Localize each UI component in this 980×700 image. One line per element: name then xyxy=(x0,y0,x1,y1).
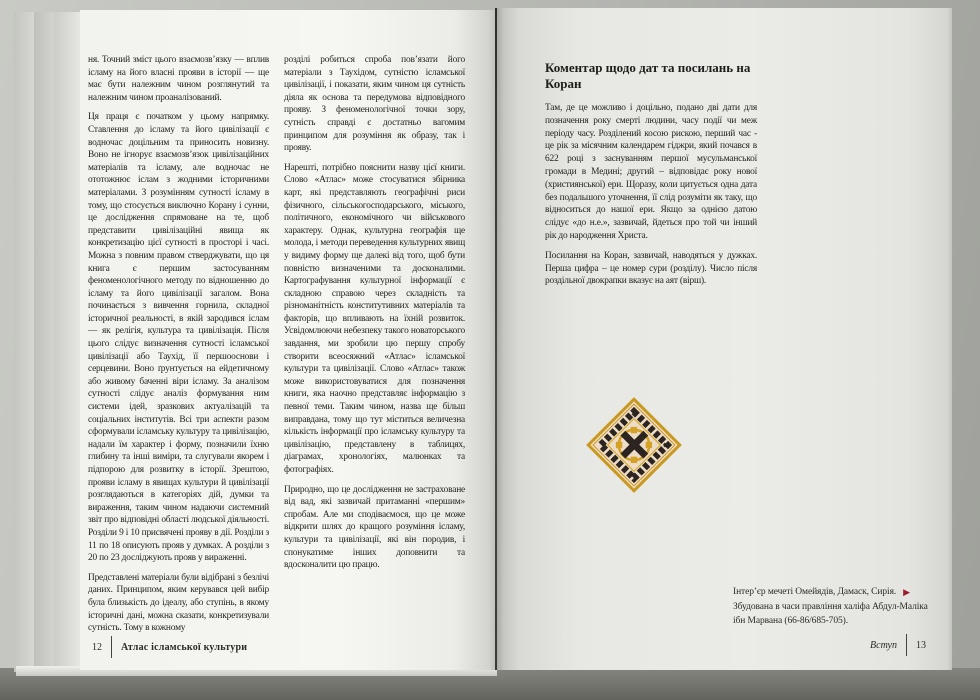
section-heading: Коментар щодо дат та посилань на Коран xyxy=(545,60,751,91)
page-edges xyxy=(34,12,54,672)
right-page xyxy=(497,8,952,670)
footer-divider xyxy=(906,634,907,656)
footer-divider xyxy=(111,636,112,658)
page-number: 12 xyxy=(92,641,102,653)
caption-text: Збудована в часи правління халіфа Абдул-Маліка ібн Марвана (66-86/685-705). xyxy=(733,601,928,626)
paragraph: Там, де це можливо і доцільно, подано дві дати для позначення року смерті людини, часу події чи меж періоду часу. Розділений косою рискою, перший час - це рік за місячним календарем гіджри, який почався в 622 році з заснуванням першої мусульманської громади в Медині; другий – відповідає року нової (християнської) ери. Щоразу, коли цитується одна дата без подальшого уточнення, її слід розуміти як таку, що відноситься до нашої ери. Якщо за однією датою слідує «до н.е.», зазвичай, йдеться про той чи інший рік до народження Христа. xyxy=(545,103,757,241)
photo-caption xyxy=(733,585,931,629)
page-edges xyxy=(54,12,80,672)
book-title: Атлас ісламської культури xyxy=(121,641,248,653)
caption-marker-icon: ▶ xyxy=(903,586,910,597)
paragraph: Представлені матеріали були відібрані з безлічі даних. Принципом, яким керувався цей вибір була близькість до ідеалу, або ступінь, в якому історичні дані, можна сказати, конкретизували сутність. Тому в кожному xyxy=(88,572,269,634)
right-footer xyxy=(870,634,926,656)
paragraph: ня. Точний зміст цього взаємозв’язку — вплив ісламу на його власні прояви в історії — ще має бути належним чином розглянутий та належним чином проаналізований. xyxy=(88,55,269,103)
paragraph: Природно, що це дослідження не застраховане від вад, які зазвичай притаманні «першим» спробам. Але ми сподіваємося, що це може відкрити шлях до кращого розуміння ісламу, культури та цивілізації, які він породив, і спонукатиме інших доповнити та вдосконалити цю працю. xyxy=(284,484,465,571)
section-label: Вступ xyxy=(870,639,897,651)
paragraph: Посилання на Коран, зазвичай, наводяться у дужках. Перша цифра – це номер сури (розділу). Число після роздільної двокрапки вказує на аят (вірш). xyxy=(545,250,757,287)
caption-text: Інтер’єр мечеті Омейядів, Дамаск, Сирія. xyxy=(733,587,897,597)
page-number: 13 xyxy=(916,639,926,651)
left-footer xyxy=(86,636,247,658)
paragraph: розділі робиться спроба пов’язати його матеріали з Таухідом, сутністю ісламської цивілізації, і показати, яким чином ця сутність діяла як основа та передумова відповідного прояву. З феноменологічної точки зору, сутність справді є достатньо вагомим принципом для розуміння як образу, так і прояву. xyxy=(284,55,465,154)
main-column xyxy=(545,60,757,295)
left-page xyxy=(80,10,497,670)
right-column xyxy=(284,54,465,579)
kufic-ornament-icon xyxy=(585,396,683,494)
paragraph: Ця праця є початком у цьому напрямку. Ставлення до ісламу та його цивілізації є водночас доцільним та приносить новизну. Воно не ігнорує взаємозв’язок цивілізаційних матеріалів та ісламу, але водночас не ототожнює іслам з жодними історичними матеріалами. З розумінням сутності ісламу в тому, що стосується виключно Корану і сунни, це дослідження спрямоване на те, щоб представити цивілізаційні явища як конкретизацію цієї сутності в просторі і часі. Можна з повним правом стверджувати, що ця книга є першим застосуванням феноменологічного методу по відношенню до ісламу та його цивілізації загалом. Вона починається з вивчення горнила, складної історичної реальності, в якій зародився іслам — як релігія, культура та цивілізація. Після цього слідує визначення сутності ісламської цивілізації або Таухід, її першооснови і серцевини. Воно ґрунтується на ейдетичному або живому баченні віри ісламу. За аналізом сутності слідує аналіз формування ним системи ідей, зразкових актуалізацій та соціальних інститутів. Всі три аспекти разом сформували ісламську культуру та цивілізацію, надали їм характер і форму, позначили їхню глибину та інші виміри, та слугували якорем і підпорою для розвитку в історії. Зрештою, прояви ісламу в явищах культури й цивілізації розглядаються в категоріях дій, думки та вираження, таким чином надаючи системний звіт про відповідні області людської діяльності. Розділи 9 і 10 присвячені прояву в дії. Розділи з 11 по 18 описують прояв у думках. А розділи з 20 по 23 досліджують прояв у вираженні. xyxy=(88,112,269,564)
left-column xyxy=(88,54,269,642)
page-edges xyxy=(14,12,34,672)
paragraph: Нарешті, потрібно пояснити назву цієї книги. Слово «Атлас» може стосуватися збірника карт, які представляють географічні риси фізичного, сільськогосподарського, міського, політичного, економічного чи військового характеру. Однак, культурна географія ще молода, і методи переведення культурних явищ у видиму форму ще далекі від того, щоб бути повністю визначеними та досконалими. Картографування культурної інформації є складною справою через складність та різноманітність конститутивних матеріалів та факторів, що впливають на їхній розвиток. Усвідомлюючи небезпеку такого новаторського завдання, ми зробили цю першу спробу створити всеосяжний «Атлас» ісламської культури та цивілізації. Слово «Атлас» також може використовуватися для позначення книги, яка наочно представляє інформацію з певної теми. Таким чином, назва ще більш виправдана, тому що тут міститься величезна кількість інформації про ісламську культуру та цивілізацію, представлену в таблицях, діаграмах, хронологіях, малюнках та фотографіях. xyxy=(284,162,465,475)
